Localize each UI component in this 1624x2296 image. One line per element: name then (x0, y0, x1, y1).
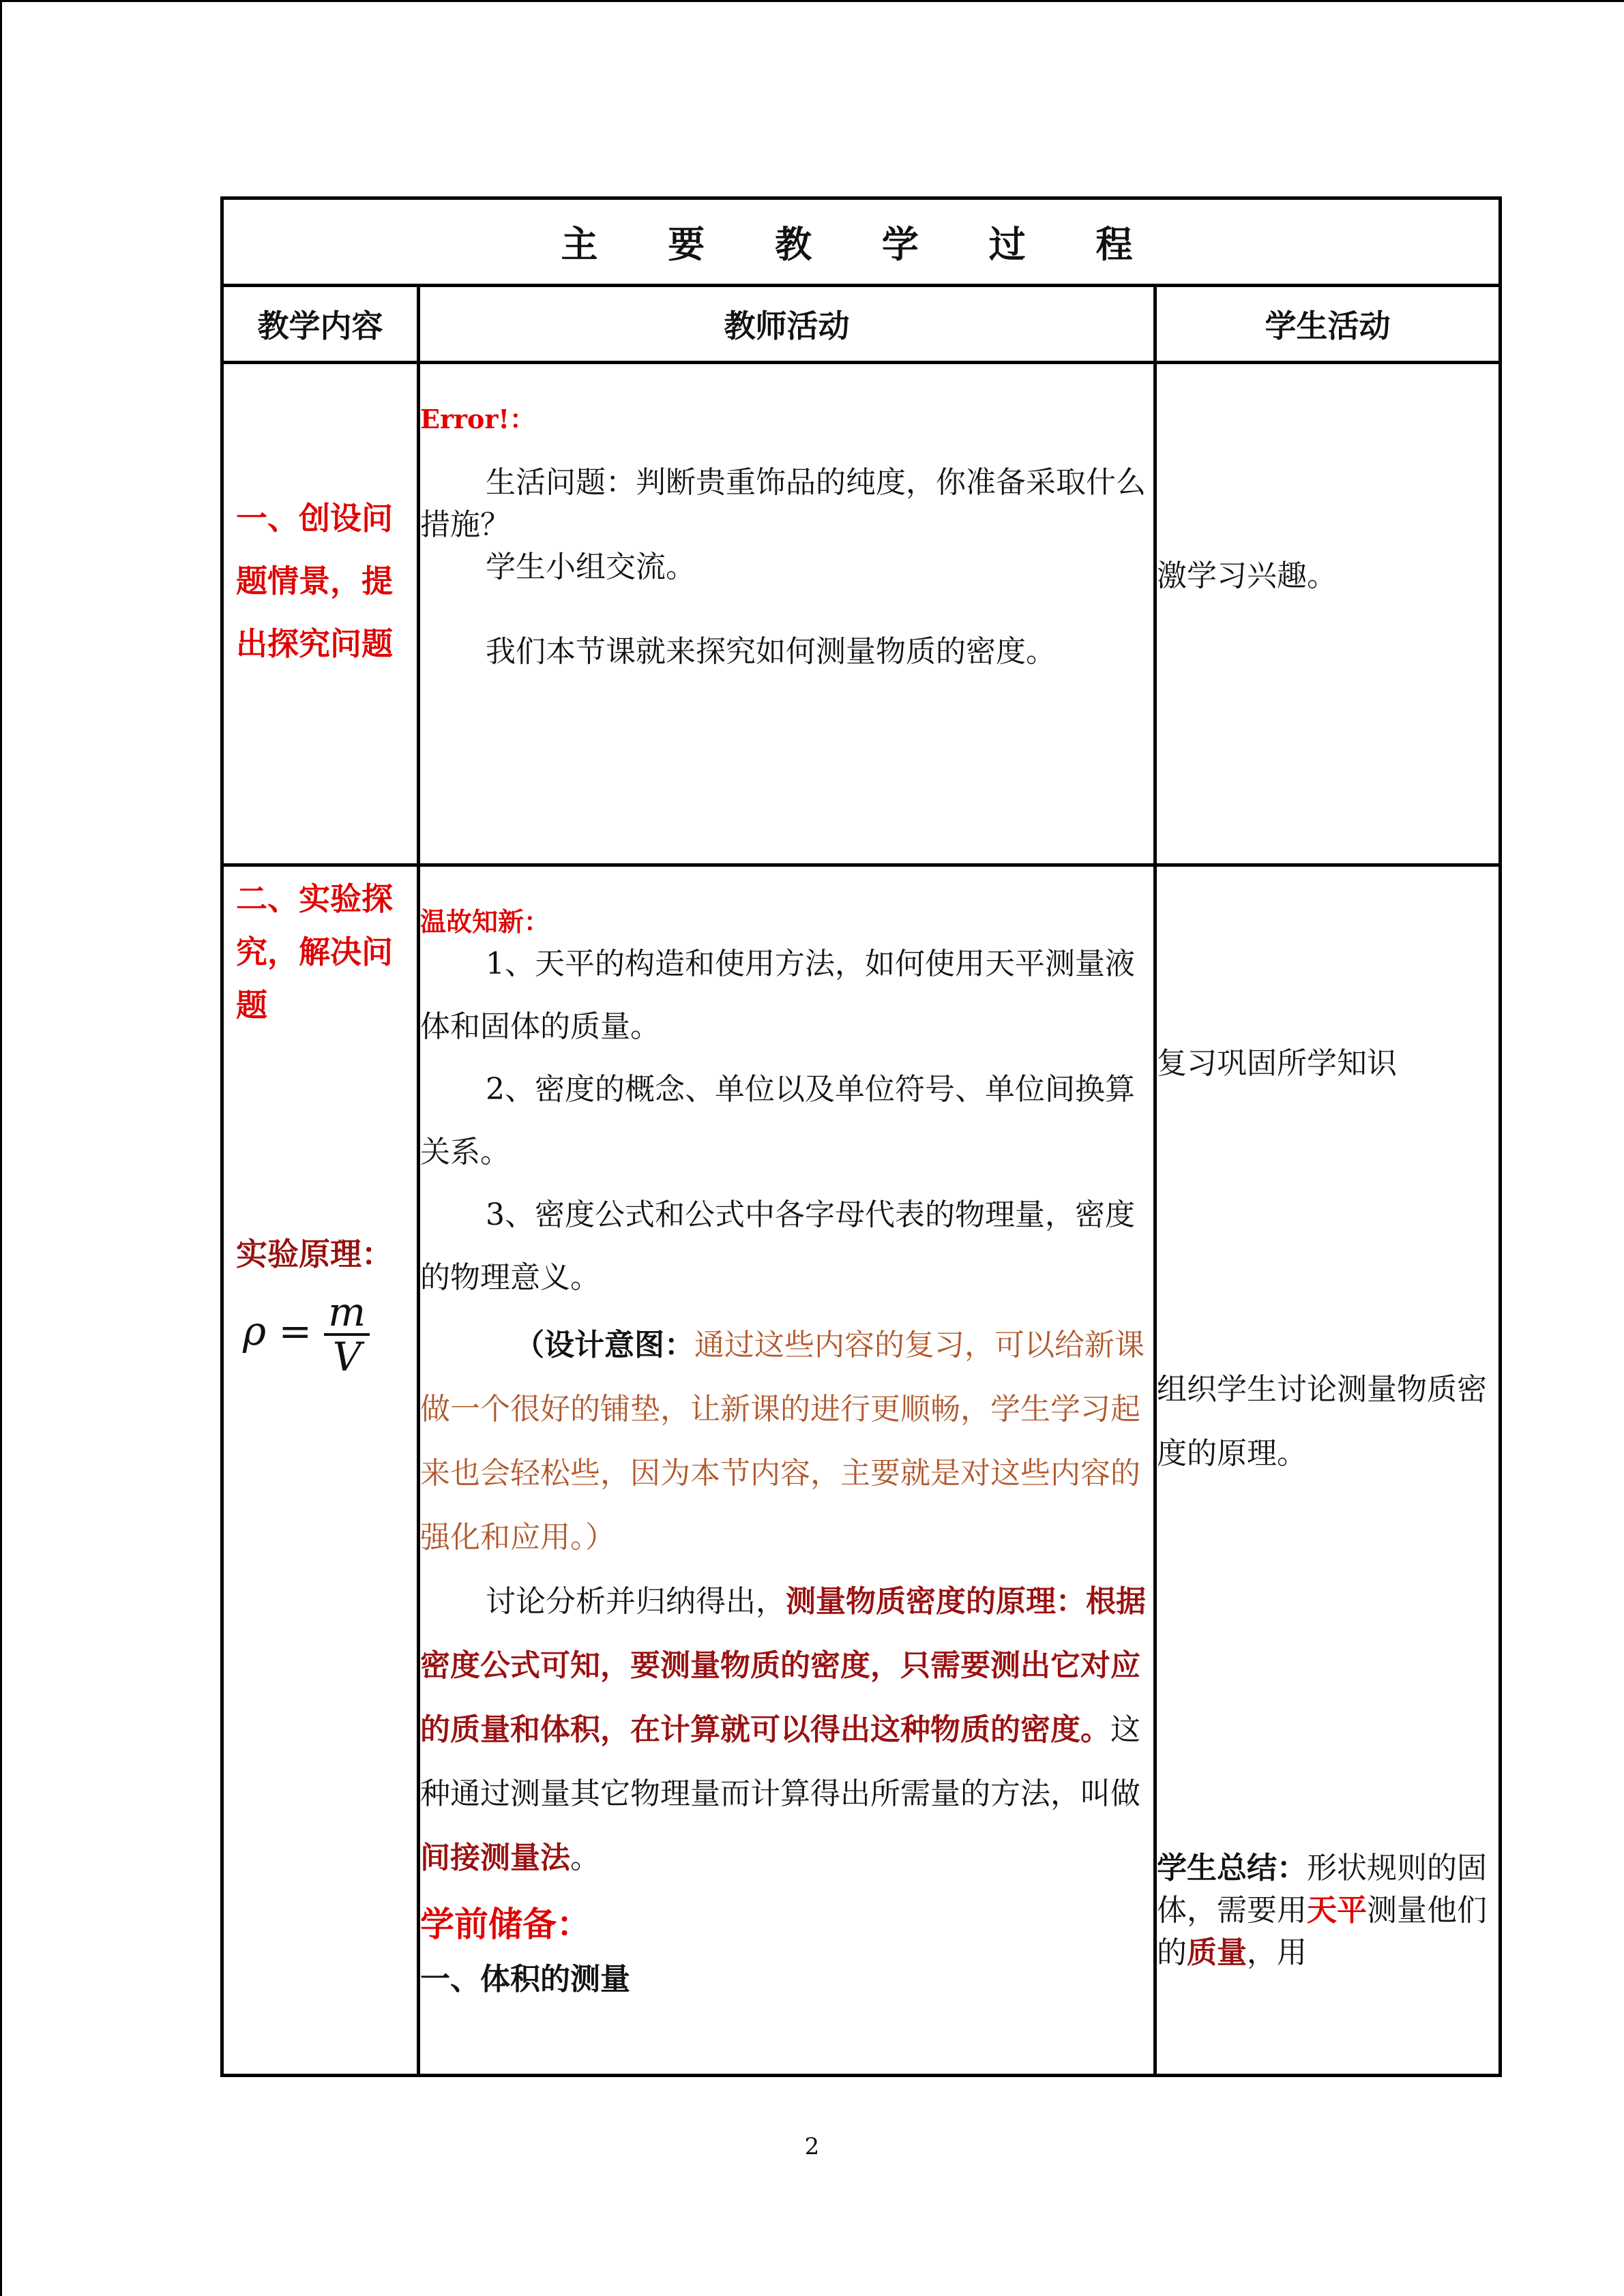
student-summary (1157, 1847, 1498, 1974)
prep-title: 学前储备： (420, 1904, 591, 1944)
header-teacher: 教师活动 (419, 286, 1155, 363)
student-summary-label: 学生总结： (1157, 1851, 1307, 1885)
student-summary-a: 形状规则的固体，需要用 (1157, 1851, 1487, 1928)
design-intent-text: 通过这些内容的复习，可以给新课做一个很好的铺垫，让新课的进行更顺畅，学生学习起来也会轻松些，因为本节内容，主要就是对这些内容的强化和应用。 (420, 1328, 1145, 1555)
section1-content-cell (222, 363, 419, 865)
table-title: 主 要 教 学 过 程 (222, 198, 1501, 286)
formula-fraction (324, 1291, 370, 1378)
student-summary-b: 测量他们的 (1157, 1893, 1487, 1970)
formula-numerator: m (324, 1291, 370, 1336)
section2-label: 二、实验探究，解决问题 (236, 880, 393, 1024)
design-intent (420, 1313, 1153, 1570)
indirect-measurement-term: 间接测量法 (420, 1840, 570, 1875)
design-intent-close: ） (585, 1520, 615, 1555)
review-item-1: 1、天平的构造和使用方法，如何使用天平测量液体和固体的质量。 (420, 946, 1135, 1044)
review-item-2: 2、密度的概念、单位以及单位符号、单位间换算关系。 (420, 1072, 1135, 1169)
page-border-top (0, 0, 1624, 2)
section1-label: 一、创设问题情景，提出探究问题 (236, 500, 393, 662)
review-item-3: 3、密度公式和公式中各字母代表的物理量，密度的物理意义。 (420, 1197, 1135, 1295)
formula-lhs: ρ = (243, 1308, 312, 1355)
page-border-left (0, 0, 2, 2296)
discussion-pre: 讨论分析并归纳得出， (486, 1584, 786, 1619)
section1-teacher-cell (419, 363, 1155, 865)
design-intent-label: （设计意图： (514, 1328, 694, 1362)
error-label: Error!： (420, 404, 536, 434)
discussion-mid: 这种通过测量其它物理量而计算得出所需量的方法，叫做 (420, 1712, 1140, 1811)
section1-student-cell (1155, 363, 1501, 865)
student-summary-c: ，用 (1247, 1935, 1307, 1970)
header-content: 教学内容 (222, 286, 419, 363)
density-principle: 测量物质密度的原理：根据密度公式可知，要测量物质的密度，只需要测出它对应的质量和体积，在计算就可以得出这种物质的密度。 (420, 1584, 1146, 1747)
review-title: 温故知新： (420, 906, 550, 937)
section2-student-cell (1155, 865, 1501, 2076)
volume-title: 一、体积的测量 (420, 1962, 630, 1997)
student-discuss: 组织学生讨论测量物质密度的原理。 (1157, 1372, 1487, 1471)
principle-label: 实验原理： (236, 1236, 393, 1272)
discussion-end: 。 (570, 1840, 600, 1875)
formula-denominator: V (332, 1334, 361, 1380)
lesson-intro: 我们本节课就来探究如何测量物质的密度。 (486, 634, 1056, 669)
section2-content-cell (222, 865, 419, 2076)
mass-term: 质量 (1187, 1935, 1247, 1970)
balance-term: 天平 (1307, 1893, 1367, 1928)
group-exchange: 学生小组交流。 (486, 550, 696, 584)
density-formula (224, 1291, 417, 1378)
section2-teacher-cell (419, 865, 1155, 2076)
life-question: 生活问题：判断贵重饰品的纯度，你准备采取什么措施？ (420, 465, 1146, 542)
discussion-summary (420, 1570, 1153, 1890)
page-number: 2 (804, 2133, 820, 2160)
section1-student-text: 激学习兴趣。 (1157, 558, 1337, 593)
teaching-process-table (220, 196, 1502, 2077)
header-student: 学生活动 (1155, 286, 1501, 363)
student-review: 复习巩固所学知识 (1157, 1046, 1397, 1081)
